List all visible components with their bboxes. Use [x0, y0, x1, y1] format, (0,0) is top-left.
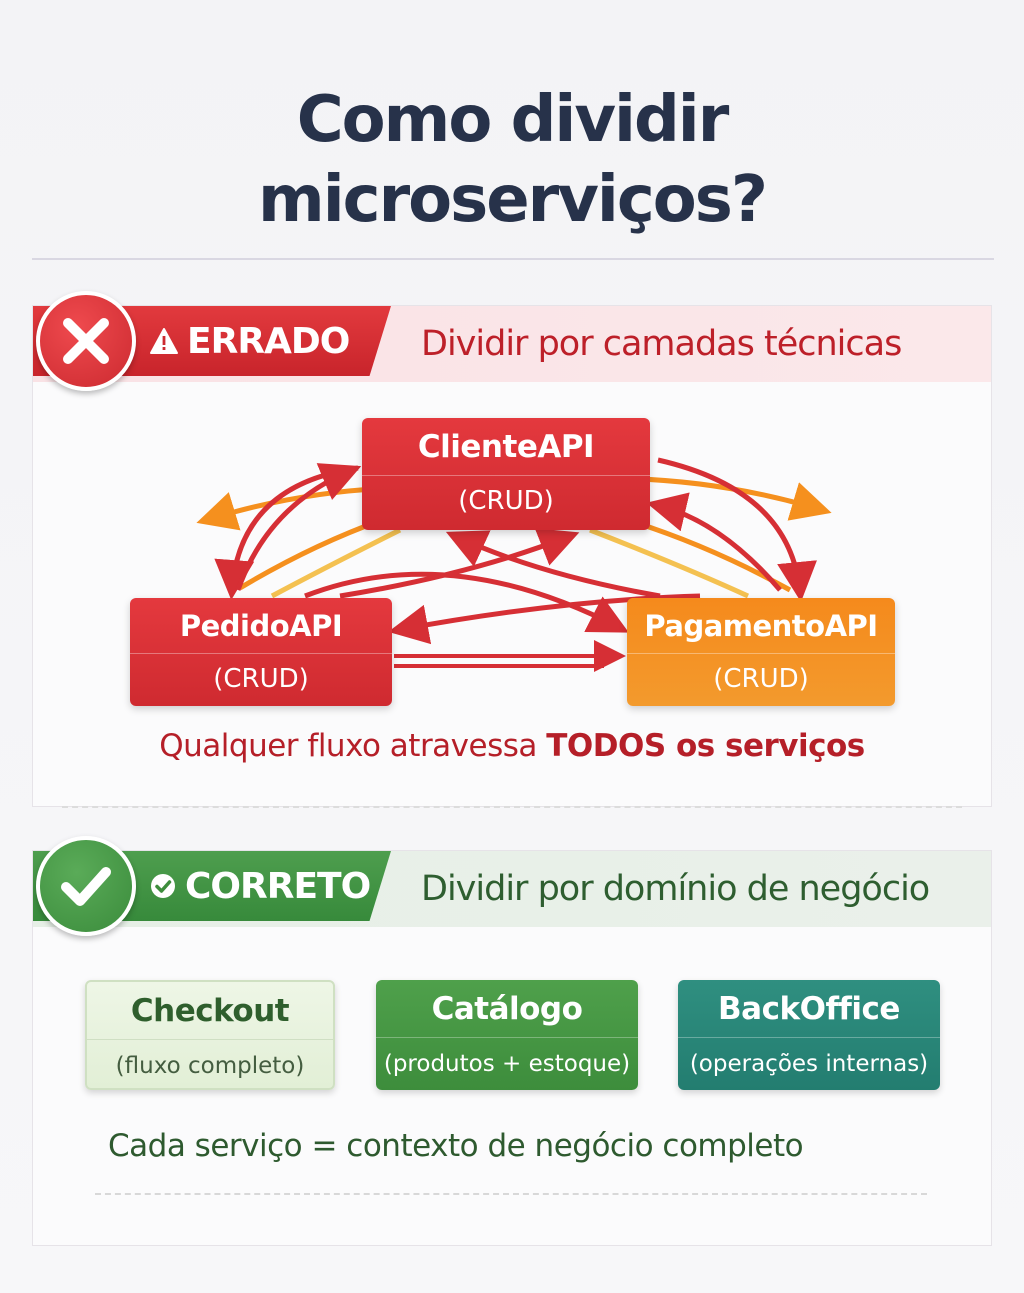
wrong-note-bold: TODOS os serviços [546, 728, 865, 764]
card-backoffice-sub: (operações internas) [689, 1051, 929, 1077]
right-label [149, 851, 370, 921]
wrong-note [0, 728, 1024, 764]
check-circle-icon [149, 872, 177, 900]
node-clienteapi-sub: (CRUD) [458, 486, 554, 516]
node-pagamentoapi-sub: (CRUD) [713, 664, 809, 694]
checkmark-icon [58, 858, 114, 914]
right-note: Cada serviço = contexto de negócio completo [108, 1128, 804, 1164]
right-header-band [33, 851, 991, 927]
node-pedidoapi-title: PedidoAPI [130, 598, 392, 654]
card-catalogo [376, 980, 638, 1090]
card-checkout [85, 980, 335, 1090]
card-catalogo-title: Catálogo [376, 980, 638, 1038]
node-pedidoapi [130, 598, 392, 706]
right-divider [95, 1193, 927, 1195]
wrong-note-prefix: Qualquer fluxo atravessa [159, 728, 547, 764]
title-line-1: Como dividir [296, 83, 728, 157]
wrong-divider [62, 806, 962, 808]
card-checkout-title: Checkout [87, 982, 333, 1040]
right-badge [36, 836, 136, 936]
node-pagamentoapi [627, 598, 895, 706]
arrow-cliente-to-pedido [232, 468, 358, 590]
right-label-text: CORRETO [185, 865, 371, 907]
right-heading: Dividir por domínio de negócio [421, 869, 930, 909]
node-pagamentoapi-title: PagamentoAPI [627, 598, 895, 654]
node-pedidoapi-sub: (CRUD) [213, 664, 309, 694]
card-backoffice [678, 980, 940, 1090]
card-backoffice-title: BackOffice [678, 980, 940, 1038]
title-line-2: microserviços? [258, 163, 766, 237]
wrong-heading: Dividir por camadas técnicas [421, 324, 902, 364]
card-catalogo-sub: (produtos + estoque) [383, 1051, 631, 1077]
node-clienteapi-title: ClienteAPI [362, 418, 650, 476]
wrong-label-text: ERRADO [187, 320, 350, 362]
card-checkout-sub: (fluxo completo) [115, 1053, 305, 1079]
node-clienteapi [362, 418, 650, 530]
